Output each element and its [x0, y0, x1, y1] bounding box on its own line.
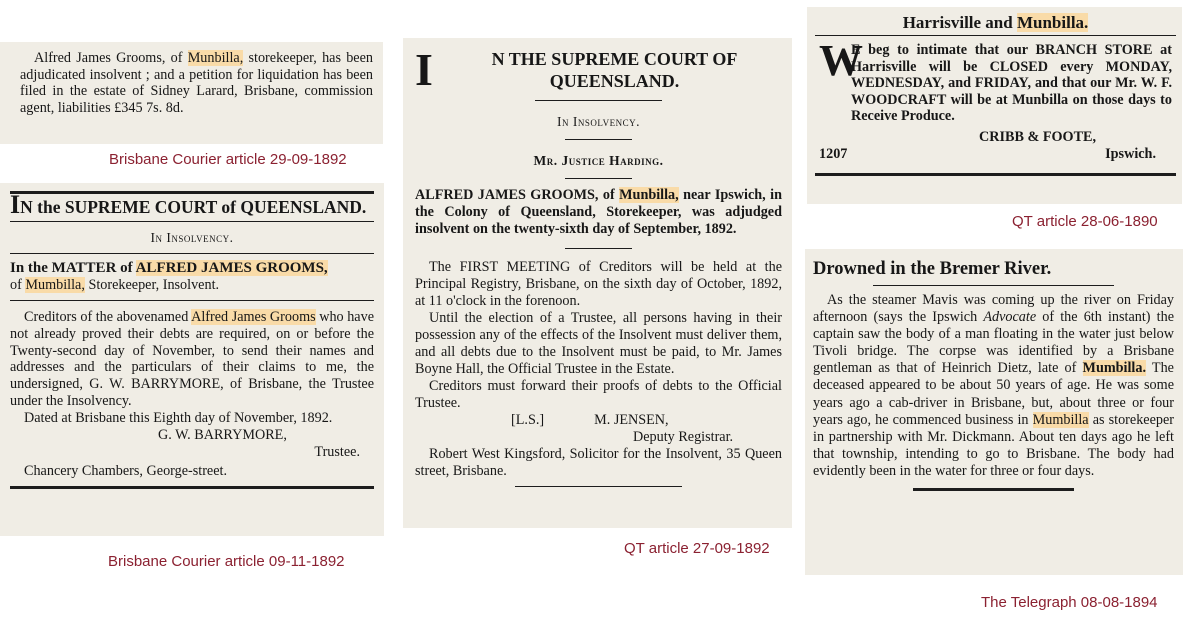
- ad-body: [819, 36, 1172, 125]
- clipping-qt-1892-09-27: [403, 38, 792, 528]
- highlight-munbilla: Munbilla.: [1016, 13, 1089, 32]
- text-run: who have not already proved their debts are required, on or before the Twenty-second day of November, to send their names and addresses and the particulars of their claims to me, the undersigned, G. W. BARRYMORE, of Brisbane, the Trustee under the Insolvency.: [10, 309, 374, 409]
- clipping-courier-1892-11-09: [0, 183, 384, 536]
- notice-body: [10, 309, 374, 410]
- divider: [565, 178, 632, 179]
- text-run: Creditors of the abovenamed: [24, 309, 192, 325]
- text-run-italic: Advocate: [983, 309, 1037, 326]
- article-title: Drowned in the Bremer River.: [813, 259, 1052, 279]
- signature-title: Trustee.: [314, 443, 360, 460]
- ad-text: E beg to intimate that our BRANCH STORE at Harrisville will be CLOSED every MONDAY, WEDNESDAY, and FRIDAY, and that our Mr. W. F. WOODCRAFT will be at Munbilla on those days to Receive Produce.: [851, 42, 1172, 124]
- highlight-mumbilla: Mumbilla,: [25, 277, 85, 293]
- clipping-qt-1890-06-28: [807, 7, 1182, 204]
- ad-title: [819, 11, 1172, 35]
- article-body: [813, 292, 1174, 480]
- dated-line: Dated at Brisbane this Eighth day of November, 1892.: [24, 409, 333, 426]
- court-heading-text: N the SUPREME COURT of QUEENSLAND.: [20, 197, 367, 217]
- highlight-munbilla: Munbilla,: [619, 187, 679, 203]
- caption-courier-1892-09-29: Brisbane Courier article 29-09-1892: [109, 151, 347, 168]
- signature-name: G. W. BARRYMORE,: [158, 426, 287, 443]
- text-run: Storekeeper, Insolvent.: [84, 277, 220, 293]
- highlight-mumbilla: Mumbilla.: [1082, 360, 1147, 377]
- text-run: storekeeper, has been adjudicated insolvent ; and a petition for liquidation has been filed in the estate of Sidney Larard, Brisbane, commission agent, liabilities £345 7s. 8d.: [20, 50, 373, 116]
- caption-courier-1892-11-09: Brisbane Courier article 09-11-1892: [108, 553, 345, 570]
- bottom-rule: [10, 486, 374, 489]
- insolvency-heading: In Insolvency.: [150, 230, 234, 245]
- divider: [565, 248, 632, 249]
- signer-title: Deputy Registrar.: [633, 429, 734, 445]
- justice-heading: Mr. Justice Harding.: [533, 153, 664, 168]
- text-run: ALFRED JAMES GROOMS, of: [415, 187, 620, 203]
- solicitor-line: Robert West Kingsford, Solicitor for the Insolvent, 35 Queen street, Brisbane.: [415, 446, 782, 479]
- court-heading: [10, 190, 374, 221]
- caption-qt-1890-06-28: QT article 28-06-1890: [1012, 213, 1158, 230]
- caption-qt-1892-09-27: QT article 27-09-1892: [624, 540, 770, 557]
- paragraph-trustee: Until the election of a Trustee, all persons having in their possession any of the effects of the Insolvent must deliver them, and all debts due to the Insolvent must be paid, to Mr. James Boyne Hall, the Official Trustee in the Estate.: [415, 310, 782, 377]
- divider: [515, 486, 682, 487]
- seal-signature: [415, 412, 782, 429]
- highlight-munbilla: Munbilla,: [187, 50, 244, 66]
- divider: [10, 300, 374, 301]
- text-run: as storekeeper in partnership with Mr. Dickmann. About ten days ago he left that township, intending to go to Brisbane. The body had evidently been in the water for three or four days.: [813, 411, 1174, 479]
- text-run: Alfred James Grooms, of: [34, 50, 188, 66]
- clipping-text: [20, 50, 373, 116]
- court-heading: [415, 44, 782, 95]
- matter-heading: [10, 260, 374, 300]
- ad-town: Ipswich.: [1105, 145, 1156, 162]
- highlight-grooms: Alfred James Grooms: [191, 309, 316, 325]
- ad-number: 1207: [819, 145, 848, 162]
- clipping-courier-1892-09-29: [0, 42, 383, 144]
- insolvency-heading: In Insolvency.: [557, 114, 640, 129]
- text-run: The deceased appeared to be about 50 years of age. He was some years ago a cab-driver in Brisbane, but, about three or four years ago, he commenced business in: [813, 360, 1174, 428]
- dropcap: W: [819, 36, 863, 85]
- divider: [815, 35, 1176, 36]
- text-run: near Ipswich, in the Colony of Queensland, Storekeeper, was adjudged insolvent on the twenty-sixth day of September, 1892.: [415, 187, 782, 237]
- clipping-telegraph-1894-08-08: [805, 249, 1183, 575]
- paragraph-proofs: Creditors must forward their proofs of debts to the Official Trustee.: [415, 378, 782, 411]
- court-heading-text: N THE SUPREME COURT OF QUEENSLAND.: [491, 49, 738, 91]
- address-line: Chancery Chambers, George-street.: [24, 462, 228, 479]
- seal-mark: [L.S.]: [511, 412, 545, 428]
- highlight-mumbilla: Mumbilla: [1032, 411, 1089, 428]
- divider: [873, 285, 1114, 286]
- paragraph-adjudged: [415, 187, 782, 238]
- divider: [10, 253, 374, 254]
- bottom-rule: [913, 488, 1074, 491]
- text-run: of the 6th instant) the captain saw the body of a man floating in the water just below Tivoli bridge. The corpse was identified by a Brisbane gentleman as that of Heinrich Dietz, late of: [813, 309, 1174, 377]
- bottom-rule: [815, 173, 1176, 176]
- ad-footer: [819, 146, 1172, 163]
- text-run: In the MATTER of: [10, 260, 136, 276]
- caption-telegraph-1894-08-08: The Telegraph 08-08-1894: [981, 594, 1158, 611]
- paragraph-first-meeting: The FIRST MEETING of Creditors will be held at the Principal Registry, Brisbane, on the sixth day of October, 1892, at 11 o'clock in the forenoon.: [415, 259, 782, 309]
- highlight-grooms: ALFRED JAMES GROOMS,: [135, 260, 328, 276]
- dropcap: I: [10, 190, 21, 219]
- signer-name: M. JENSEN,: [594, 412, 669, 428]
- dropcap: I: [415, 44, 433, 95]
- firm-name: CRIBB & FOOTE,: [979, 128, 1097, 145]
- text-run: As the steamer Mavis was coming up the river on Friday afternoon (says the Ipswich: [813, 292, 1174, 326]
- text-run: Harrisville and: [902, 13, 1017, 32]
- text-run: of: [10, 277, 26, 293]
